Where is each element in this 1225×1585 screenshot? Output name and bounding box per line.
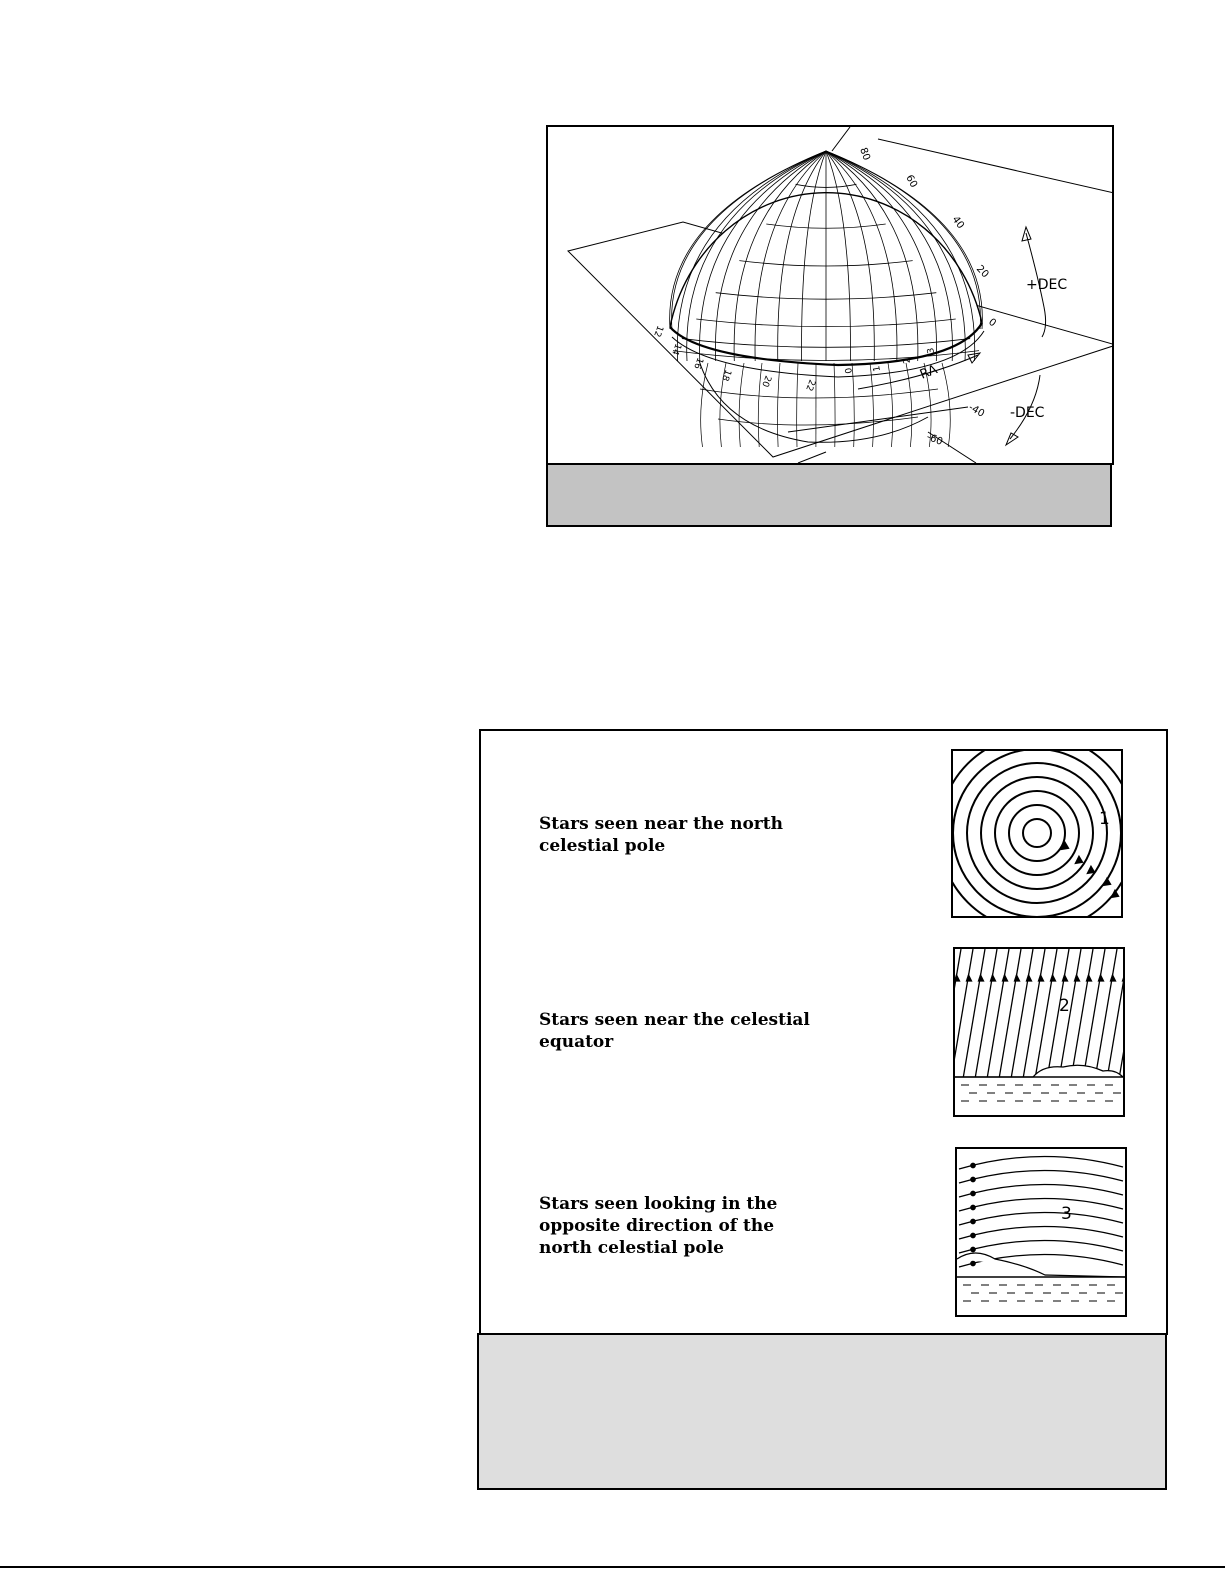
ra-tick-label: 20 — [759, 373, 773, 389]
dec-tick-label: 20 — [973, 263, 991, 281]
trail-arrow — [971, 1219, 975, 1223]
celestial-sphere-diagram — [548, 127, 1112, 463]
minus-dec-label: -DEC — [1010, 405, 1045, 421]
star-trails-caption — [477, 1333, 1167, 1490]
ra-tick-label: 1 — [872, 364, 883, 373]
ra-label: RA — [917, 362, 940, 383]
dec-tick-label: 0 — [986, 316, 998, 330]
ra-tick-label: 16 — [691, 355, 705, 371]
celestial-sphere-figure — [546, 125, 1114, 465]
star-trail-label-1: Stars seen near the north celestial pole — [539, 814, 783, 856]
star-trail-label-3: Stars seen looking in the opposite direction of the north celestial pole — [539, 1194, 778, 1258]
ra-tick-label: 12 — [651, 323, 665, 339]
dec-tick-label: 60 — [903, 173, 920, 190]
ra-tick-label: 3 — [926, 346, 937, 355]
dec-tick-label: -60 — [924, 431, 945, 448]
trail-arrow — [971, 1191, 975, 1195]
trail-number-2: 2 — [1059, 996, 1070, 1016]
ra-tick-label: 18 — [719, 367, 733, 383]
page-bottom-rule — [0, 1566, 1225, 1568]
trail-number-1: 1 — [1099, 809, 1110, 829]
plus-dec-arrow — [1026, 233, 1044, 307]
star-trails-figure — [479, 729, 1168, 1335]
trail-arrow — [971, 1233, 975, 1237]
pole-axis — [832, 127, 850, 151]
ra-tick-label: 0 — [844, 366, 855, 375]
ra-tick-label: 14 — [669, 341, 683, 357]
trail-arrow — [971, 1247, 975, 1251]
trail-number-3: 3 — [1061, 1204, 1072, 1224]
star-trail-label-2: Stars seen near the celestial equator — [539, 1010, 810, 1052]
trail-arrow — [971, 1261, 975, 1265]
celestial-sphere-caption — [546, 463, 1112, 527]
trail-arrow — [971, 1205, 975, 1209]
dec-tick-label: -40 — [966, 402, 987, 420]
dec-tick-label: 40 — [949, 214, 966, 232]
trail-arrow — [971, 1177, 975, 1181]
ra-tick-label: 2 — [902, 356, 913, 365]
trail-arrow — [971, 1163, 975, 1167]
plus-dec-label: +DEC — [1026, 277, 1068, 293]
opposite-pole-star-trails-panel — [955, 1147, 1129, 1319]
dec-tick-label: 80 — [857, 146, 872, 162]
circular-star-trails-panel — [951, 749, 1125, 919]
ra-tick-label: 22 — [803, 377, 817, 393]
equator-star-trails-panel — [953, 947, 1127, 1119]
